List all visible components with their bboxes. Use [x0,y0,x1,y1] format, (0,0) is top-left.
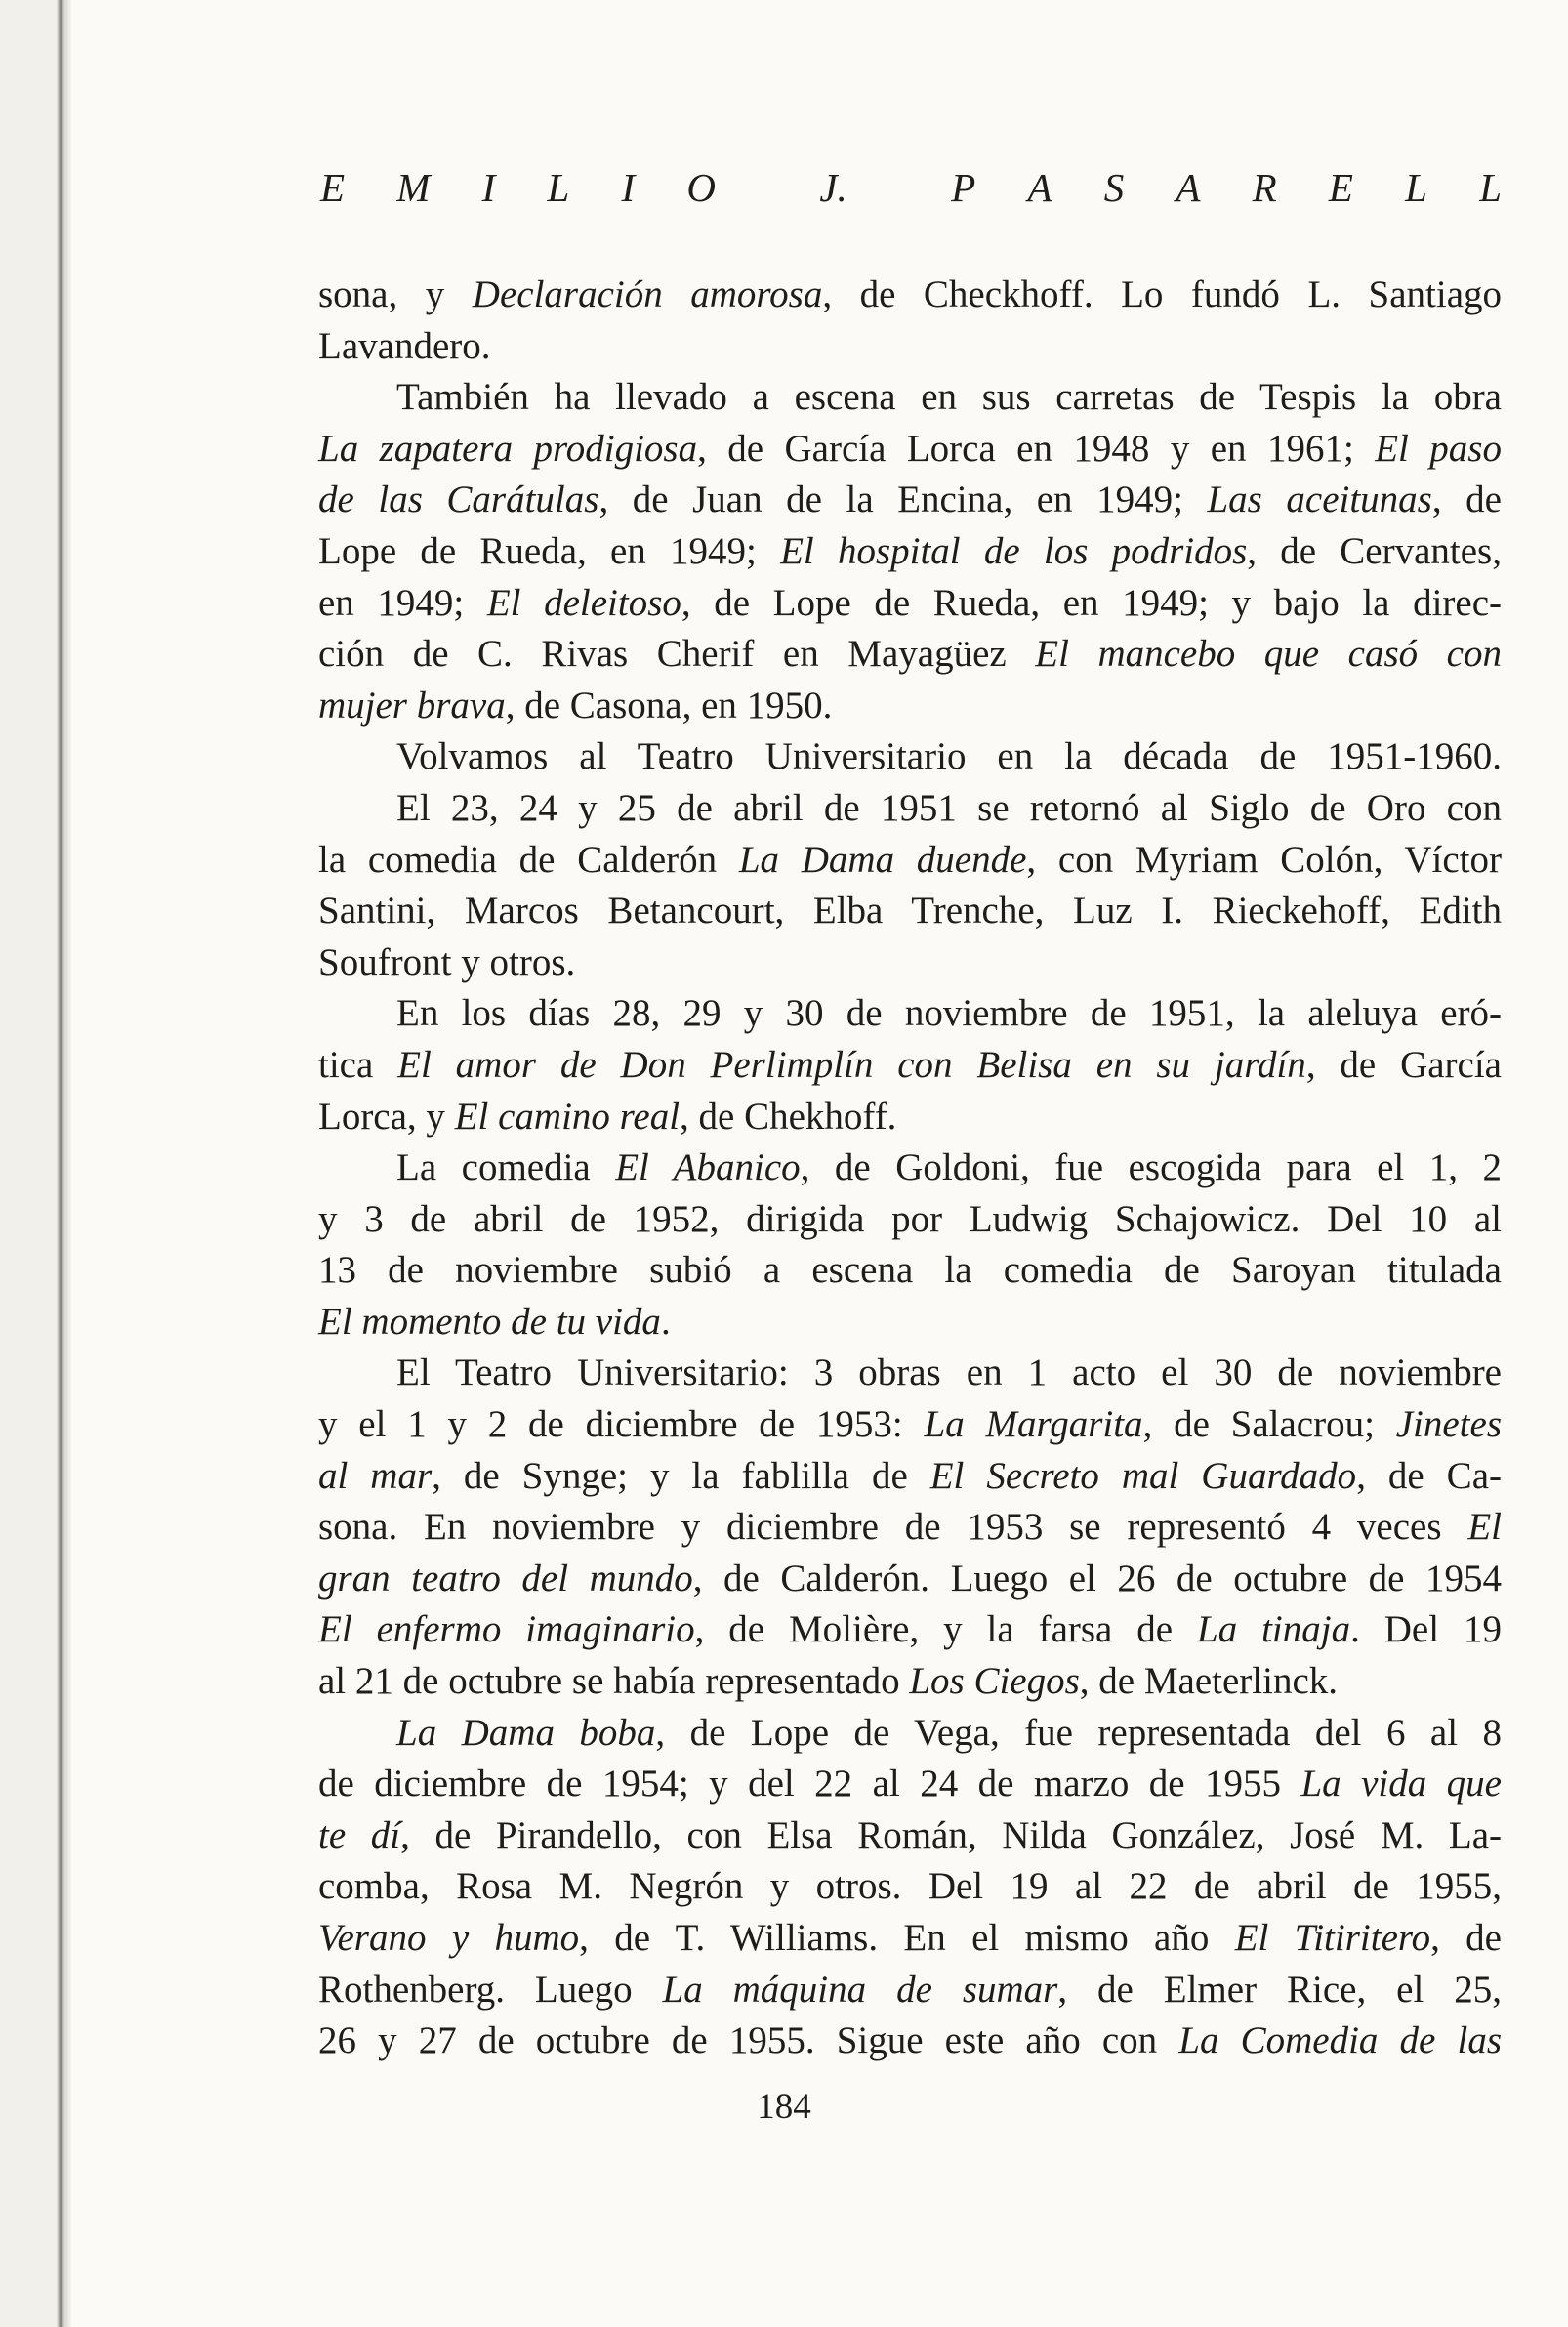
work-title: El Titiritero [1234,1917,1431,1959]
work-title: te dí [318,1813,401,1856]
work-title: El Secreto mal Guardado [929,1454,1357,1497]
work-title: La Margarita [924,1403,1143,1446]
work-title: al mar [318,1454,433,1497]
running-head-letter: L [1479,165,1502,210]
work-title: El amor de Don Perlimplín con Belisa en su jardín [397,1043,1306,1086]
text-line: El momento de tu vida. [318,1300,671,1343]
work-title: El mancebo que casó con [1035,633,1502,676]
work-title: Jinetes [1395,1403,1502,1446]
text-line: al mar, de Synge; y la fablilla de El Secreto mal Guardado, de Ca- [318,1454,1502,1497]
page-number: 184 [757,2087,811,2127]
text-line: de las Carátulas, de Juan de la Encina, en 1949; Las aceitunas, de [318,478,1502,521]
text-line: tica El amor de Don Perlimplín con Belisa en su jardín, de García [318,1043,1502,1086]
body-text [318,270,1502,2067]
text-line: Volvamos al Teatro Universitario en la década de 1951-1960. [396,735,1502,778]
work-title: de las Carátulas [318,478,599,521]
text-line: y 3 de abril de 1952, dirigida por Ludwig Schajowicz. Del 10 al [318,1197,1502,1240]
running-head-letter: J. [819,165,847,210]
running-head-letter: R [1252,165,1277,210]
work-title: mujer brava [318,684,506,727]
work-title: El enfermo imaginario [318,1608,695,1651]
work-title: La Dama boba [396,1711,656,1754]
text-line: El 23, 24 y 25 de abril de 1951 se retornó al Siglo de Oro con [396,786,1502,829]
text-line: Lorca, y El camino real, de Chekhoff. [318,1095,897,1138]
running-head-letter: I [481,165,496,210]
text-line: en 1949; El deleitoso, de Lope de Rueda, en 1949; y bajo la direc- [318,581,1502,624]
text-line: gran teatro del mundo, de Calderón. Luego el 26 de octubre de 1954 [318,1557,1502,1600]
text-line: te dí, de Pirandello, con Elsa Román, Nilda González, José M. La- [318,1813,1502,1856]
work-title: La máquina de sumar [662,1968,1058,2011]
page-edge-shadow [0,0,72,2327]
text-line: 26 y 27 de octubre de 1955. Sigue este año con La Comedia de las [318,2019,1502,2062]
text-line: la comedia de Calderón La Dama duende, con Myriam Colón, Víctor [318,838,1502,881]
running-head-letter: A [1027,165,1052,210]
work-title: Los Ciegos [909,1660,1080,1703]
text-line: Lavandero. [318,324,491,367]
text-line: mujer brava, de Casona, en 1950. [318,684,833,727]
text-line: Verano y humo, de T. Williams. En el mismo año El Titiritero, de [318,1917,1502,1959]
running-head-letter: A [1176,165,1201,210]
work-title: El paso [1375,427,1502,470]
text-line: Soufront y otros. [318,940,576,983]
work-title: La zapatera prodigiosa [318,427,698,470]
work-title: Declaración amorosa [472,273,823,315]
text-line: Santini, Marcos Betancourt, Elba Trenche, Luz I. Rieckehoff, Edith [318,890,1502,933]
work-title: El momento de tu vida [318,1300,661,1343]
running-head-letter: I [621,165,636,210]
text-line: En los días 28, 29 y 30 de noviembre de 1951, la aleluya eró- [396,992,1502,1035]
running-head [320,164,1502,211]
text-line: comba, Rosa M. Negrón y otros. Del 19 al 22 de abril de 1955, [318,1865,1502,1908]
work-title: El [1467,1506,1502,1549]
text-line: El Teatro Universitario: 3 obras en 1 acto el 30 de noviembre [396,1351,1502,1394]
running-head-letter: M [396,165,431,210]
work-title: El camino real [454,1095,681,1138]
work-title: El hospital de los podridos [780,529,1248,572]
text-line: Rothenberg. Luego La máquina de sumar, de Elmer Rice, el 25, [318,1968,1502,2011]
text-line: También ha llevado a escena en sus carretas de Tespis la obra [396,376,1502,419]
text-line: sona, y Declaración amorosa, de Checkhoff. Lo fundó L. Santiago [318,273,1503,315]
running-head-letter: L [1405,165,1427,210]
running-head-letter: P [951,165,976,210]
text-line: El enfermo imaginario, de Molière, y la farsa de La tinaja. Del 19 [318,1608,1502,1651]
text-line: y el 1 y 2 de diciembre de 1953: La Margarita, de Salacrou; Jinetes [318,1403,1502,1446]
text-line: La comedia El Abanico, de Goldoni, fue escogida para el 1, 2 [396,1146,1503,1189]
running-head-letter: S [1103,165,1125,210]
work-title: El Abanico [615,1146,801,1189]
text-line: ción de C. Rivas Cherif en Mayagüez El mancebo que casó con [318,633,1502,676]
work-title: El deleitoso [486,581,681,624]
text-line: Lope de Rueda, en 1949; El hospital de los podridos, de Cervantes, [318,529,1502,572]
text-line: sona. En noviembre y diciembre de 1953 se representó 4 veces El [318,1506,1502,1549]
running-head-letter: E [1328,165,1353,210]
work-title: La vida que [1300,1763,1502,1806]
work-title: gran teatro del mundo [318,1557,693,1600]
running-head-letter: O [686,165,716,210]
running-head-letter: L [547,165,570,210]
work-title: Verano y humo [318,1917,580,1959]
text-line: La zapatera prodigiosa, de García Lorca en 1948 y en 1961; El paso [318,427,1502,470]
work-title: La Comedia de las [1178,2019,1502,2062]
running-head-letter: E [320,165,346,210]
text-line: La Dama boba, de Lope de Vega, fue representada del 6 al 8 [396,1711,1502,1754]
work-title: La Dama duende [738,838,1027,881]
work-title: Las aceitunas [1207,478,1432,521]
text-line: 13 de noviembre subió a escena la comedia de Saroyan titulada [318,1249,1502,1292]
text-line: de diciembre de 1954; y del 22 al 24 de marzo de 1955 La vida que [318,1763,1502,1806]
text-line: al 21 de octubre se había representado Los Ciegos, de Maeterlinck. [318,1660,1339,1703]
work-title: La tinaja [1197,1608,1351,1651]
